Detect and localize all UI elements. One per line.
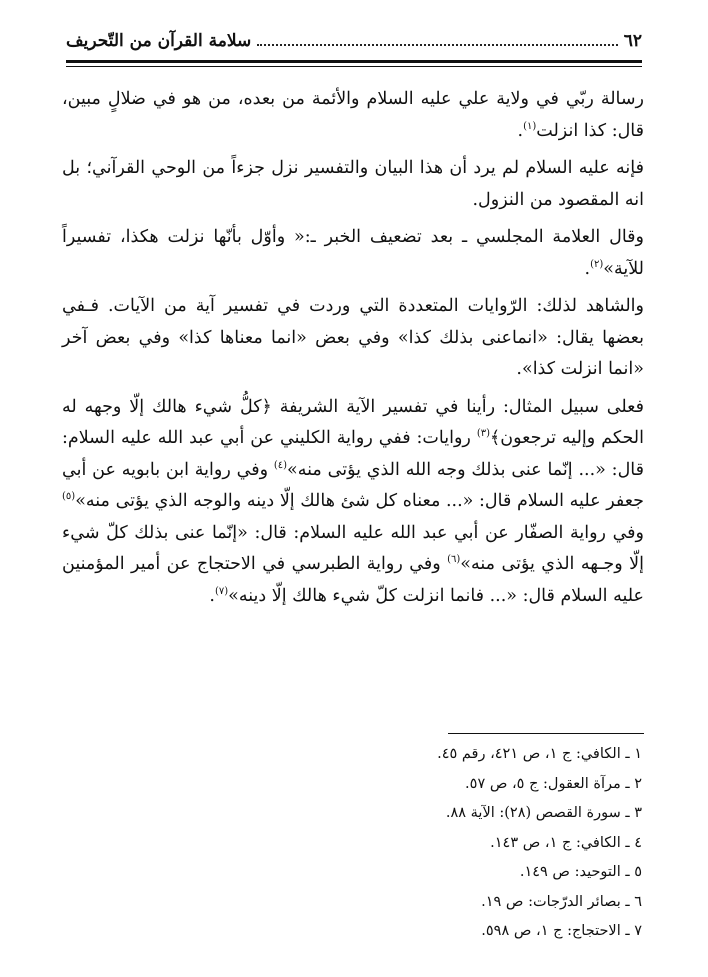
footnote-ref: (٦) [447,554,461,566]
page-number: ٦٢ [623,31,642,51]
footnote: ٧ ـ الاحتجاج: ج ١، ص ٥٩٨. [481,923,642,939]
footnote: ٦ ـ بصائر الدرّجات: ص ١٩. [481,893,642,910]
footnote-ref: (٧) [214,585,229,597]
footnote-ref: (٥) [62,491,76,503]
paragraph: رسالة ربّي في ولاية علي عليه السلام والأئمة من بعده، من هو في ضلالٍ مبين، قال: كذا انزلت$^{(١)}$. [62,89,644,141]
footnote-ref: (٣) [476,428,491,440]
footnote-ref: (٤) [273,459,288,471]
paragraph: وقال العلامة المجلسي ـ بعد تضعيف الخبر ـ:« وأوّل بأنّها نزلت هكذا، تفسيراً للآية»$^{(٢)}$. [62,227,644,279]
running-header [66,30,642,56]
paragraph: فإنه عليه السلام لم يرد أن هذا البيان والتفسير نزل جزءاً من الوحي القرآني؛ بل انه المقصود من النزول. [62,158,644,210]
footnote-separator [448,733,644,734]
header-rule-thin [66,66,642,67]
header-rule-thick [66,60,642,63]
footnote-ref: (١) [523,120,537,132]
header-dot-leader [257,30,618,46]
paragraph: والشاهد لذلك: الرّوايات المتعددة التي وردت في تفسير آية من الآيات. فـفي بعضها يقال: «انماعنى بذلك كذا» وفي بعض «انما معناها كذا» وفي بعض آخر «انما انزلت كذا». [62,296,644,379]
footnote: ١ ـ الكافي: ج ١، ص ٤٢١، رقم ٤٥. [437,746,642,762]
body-text [62,84,644,618]
header-title: سلامة القرآن من التّحريف [66,31,252,51]
footnote: ٥ ـ التوحيد: ص ١٤٩. [519,864,642,880]
paragraph: فعلى سبيل المثال: رأينا في تفسير الآية الشريفة ﴿كلُّ شيء هالك إلّا وجهه له الحكم وإليه ترجعون﴾$^{(٣)}$ روايات: ففي رواية الكليني عن أبي عبد الله عليه السلام: قال: «... إنّما عنى بذلك وجه الله الذي يؤتى منه»$^{(٤)}$ وفي رواية ابن بابويه عن أبي جعفر عليه السلام قال: «... معناه كل شئ هالك إلّا دينه والوجه الذي يؤتى منه»$^{(٥)}$ وفي رواية الصفّار عن أبي عبد الله عليه السلام: قال: «إنّما عنى بذلك كلّ شيء إلّا وجـهه الذي يؤتى منه»$^{(٦)}$ وفي رواية الطبرسي في الاحتجاج عن أمير المؤمنين عليه السلام قال: «... فانما انزلت كلّ شيء هالك إلّا دينه»$^{(٧)}$. [62,396,645,606]
footnote-ref: (٢) [590,258,604,270]
footnotes [66,740,642,947]
footnote: ٢ ـ مرآة العقول: ج ٥، ص ٥٧. [465,775,642,792]
footnote: ٣ ـ سورة القصص (٢٨): الآية ٨٨. [445,805,642,821]
footnote: ٤ ـ الكافي: ج ١، ص ١٤٣. [490,834,642,851]
